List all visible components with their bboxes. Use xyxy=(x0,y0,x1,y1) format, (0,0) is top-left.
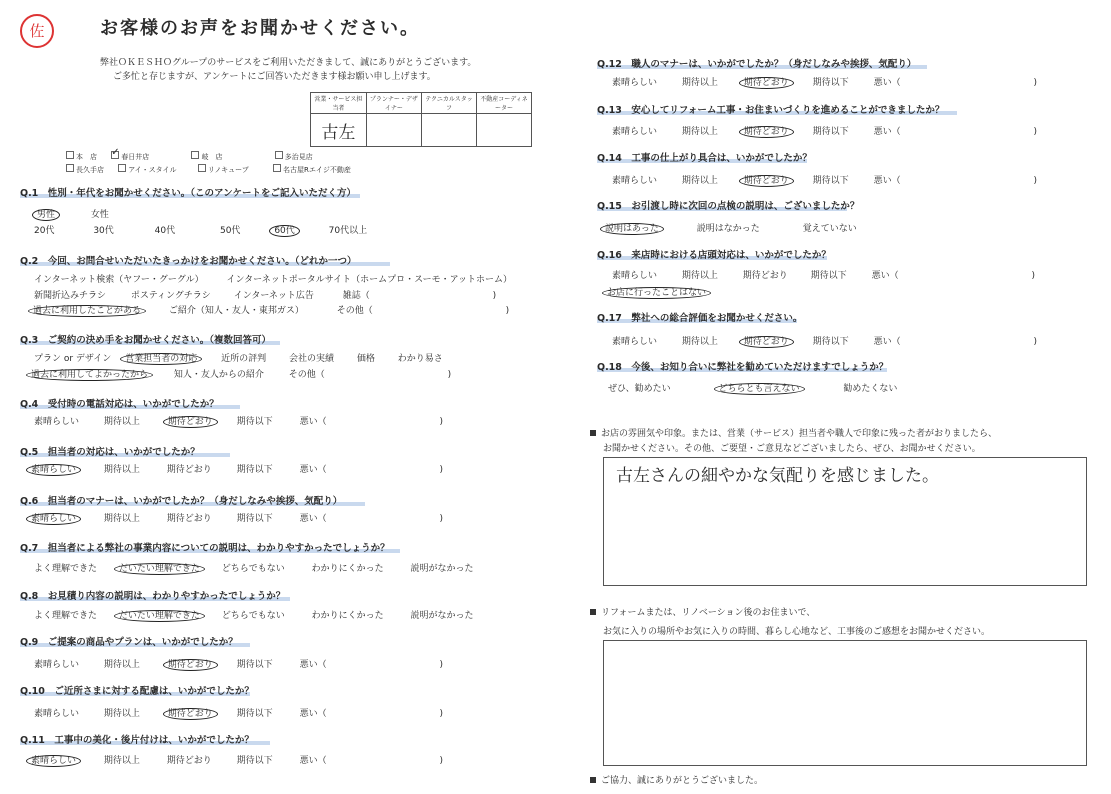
q6-label: Q.6 担当者のマナーは、いかがでしたか？（身だしなみや挨拶、気配り） xyxy=(20,496,343,507)
q3-option[interactable]: 過去に利用してよかったから xyxy=(26,369,153,381)
q16-option[interactable]: 素晴らしい xyxy=(612,271,658,281)
q1-age[interactable]: 30代 xyxy=(93,226,114,236)
q3-option[interactable]: わかり易さ xyxy=(397,354,443,364)
q14-option[interactable]: 期待どおり xyxy=(739,175,794,187)
q1-age[interactable]: 20代 xyxy=(34,226,55,236)
q8-label: Q.8 お見積り内容の説明は、わかりやすかったでしょうか？ xyxy=(20,591,286,602)
paren-close: ) xyxy=(492,291,497,301)
q15-option[interactable]: 説明はなかった xyxy=(696,224,760,234)
q11-option[interactable]: 素晴らしい xyxy=(26,755,81,767)
intro-line-1: 弊社ＯＫＥＳＨＯグループのサービスをご利用いただきまして、誠にありがとうございます。 xyxy=(100,58,477,68)
q2-label: Q.2 今回、お問合せいただいたきっかけをお聞かせください。（どれか一つ） xyxy=(20,256,357,267)
q15-option[interactable]: 説明はあった xyxy=(600,223,664,235)
q4-label: Q.4 受付時の電話対応は、いかがでしたか？ xyxy=(20,399,219,410)
q5-label: Q.5 担当者の対応は、いかがでしたか？ xyxy=(20,447,200,458)
comment2-prompt-2: お気に入りの場所やお気に入りの時間、暮らし心地など、工事後のご感想をお聞かせください。 xyxy=(603,627,991,637)
q9-option[interactable]: 悪い（ xyxy=(299,660,327,670)
staff-header-technical: テクニカルスタッフ xyxy=(422,93,477,114)
store-option[interactable]: ✓ 春日井店 xyxy=(111,147,150,161)
q3-option[interactable]: プラン or デザイン xyxy=(34,354,112,364)
q15-label: Q.15 お引渡し時に次回の点検の説明は、ございましたか？ xyxy=(597,201,860,212)
q4-option[interactable]: 期待以下 xyxy=(236,417,273,427)
paren-close: ) xyxy=(439,514,443,524)
q6-option[interactable]: 期待どおり xyxy=(166,514,212,524)
q14-label: Q.14 工事の仕上がり具合は、いかがでしたか？ xyxy=(597,153,812,164)
q17-option[interactable]: 期待以上 xyxy=(681,337,718,347)
q6-option[interactable]: 悪い（ xyxy=(299,514,327,524)
paren-close: ) xyxy=(439,660,443,670)
comment1-prompt-2: お聞かせください。その他、ご要望・ご意見などございましたら、ぜひ、お聞かせください。 xyxy=(603,444,981,454)
q17-label: Q.17 弊社への総合評価をお聞かせください。 xyxy=(597,313,803,324)
q2-option[interactable]: 雑誌（ xyxy=(342,291,370,301)
q7-label: Q.7 担当者による弊社の事業内容についての説明は、わかりやすかったでしょうか？ xyxy=(20,543,390,554)
q9-option[interactable]: 期待以下 xyxy=(236,660,273,670)
staff-header-sales: 営業・サービス担当者 xyxy=(311,93,367,114)
comment1-prompt-1: お店の雰囲気や印象。または、営業（サービス）担当者や職人で印象に残った者がおりましたら、 xyxy=(590,426,997,439)
q7-option[interactable]: 説明がなかった xyxy=(410,564,474,574)
q18-option[interactable]: ぜひ、勧めたい xyxy=(608,384,671,394)
staff-cell[interactable] xyxy=(366,114,421,147)
q1-age[interactable]: 50代 xyxy=(219,226,241,236)
paren-close: ) xyxy=(439,417,443,427)
q3-label: Q.3 ご契約の決め手をお聞かせください。（複数回答可） xyxy=(20,335,272,346)
q1-label: Q.1 性別・年代をお聞かせください。（このアンケートをご記入いただく方） xyxy=(20,188,356,199)
q2-option[interactable]: 過去に利用したことがある xyxy=(28,305,146,317)
q8-option[interactable]: わかりにくかった xyxy=(311,611,384,621)
q4-option[interactable]: 悪い（ xyxy=(299,417,327,427)
q14-option[interactable]: 期待以上 xyxy=(681,176,718,186)
staff-header-planner: プランナー・デザイナー xyxy=(366,93,421,114)
staff-table xyxy=(310,92,532,147)
q5-option[interactable]: 期待以下 xyxy=(236,465,273,475)
q8-option[interactable]: だいたい理解できた xyxy=(114,610,205,622)
q17-option[interactable]: 期待どおり xyxy=(739,336,794,348)
store-option[interactable]: リノキューブ xyxy=(198,166,249,174)
q10-option[interactable]: 素晴らしい xyxy=(34,709,80,719)
store-option[interactable]: アイ・スタイル xyxy=(118,166,176,174)
q5-option[interactable]: 期待どおり xyxy=(166,465,212,475)
q9-label: Q.9 ご提案の商品やプランは、いかがでしたか？ xyxy=(20,637,238,648)
q7-option[interactable]: どちらでもない xyxy=(221,564,285,574)
paren-close: ) xyxy=(1033,127,1037,137)
q13-option[interactable]: 期待以上 xyxy=(681,127,718,137)
q1-option[interactable]: 女性 xyxy=(90,210,109,220)
q13-option[interactable]: 悪い（ xyxy=(873,127,901,137)
q14-option[interactable]: 期待以下 xyxy=(812,176,849,186)
paren-close: ) xyxy=(1031,271,1035,281)
q11-option[interactable]: 期待どおり xyxy=(166,756,212,766)
q8-option[interactable]: どちらでもない xyxy=(221,611,285,621)
q5-option[interactable]: 期待以上 xyxy=(103,465,140,475)
company-seal: 佐 xyxy=(20,14,54,48)
store-option[interactable]: 岐 店 xyxy=(191,153,222,161)
q16-option[interactable]: 期待どおり xyxy=(742,271,788,281)
q12-option[interactable]: 悪い（ xyxy=(873,78,901,88)
q6-option[interactable]: 期待以上 xyxy=(103,514,140,524)
q5-option[interactable]: 悪い（ xyxy=(299,465,327,475)
store-option[interactable]: 長久手店 xyxy=(66,166,104,174)
q17-option[interactable]: 素晴らしい xyxy=(612,337,658,347)
paren-close: ) xyxy=(1033,176,1037,186)
q2-option[interactable]: 新聞折込みチラシ xyxy=(34,291,107,301)
comment1-box[interactable] xyxy=(603,457,1087,586)
store-option[interactable]: 名古屋Rエイジ不動産 xyxy=(273,166,351,174)
q1-age[interactable]: 70代以上 xyxy=(328,226,368,236)
q4-option[interactable]: 素晴らしい xyxy=(34,417,80,427)
q7-option[interactable]: だいたい理解できた xyxy=(114,563,205,575)
store-option[interactable]: 本 店 xyxy=(66,153,97,161)
q12-option[interactable]: 期待以下 xyxy=(812,78,849,88)
staff-name[interactable]: 古左 xyxy=(311,114,367,147)
q10-option[interactable]: 期待以上 xyxy=(103,709,140,719)
q2-option[interactable]: ご紹介（知人・友人・東邦ガス） xyxy=(168,306,304,316)
paren-close: ) xyxy=(1033,78,1037,88)
q14-option[interactable]: 悪い（ xyxy=(873,176,901,186)
q11-option[interactable]: 期待以下 xyxy=(236,756,273,766)
q3-option[interactable]: 会社の実績 xyxy=(288,354,334,364)
q18-option[interactable]: 勧めたくない xyxy=(843,384,898,394)
comment2-prompt-1: リフォームまたは、リノベーション後のお住まいで、 xyxy=(590,605,815,618)
paren-close: ) xyxy=(505,306,510,316)
q12-option[interactable]: 期待以上 xyxy=(681,78,718,88)
q18-label: Q.18 今後、お知り合いに弊社を勧めていただけますでしょうか？ xyxy=(597,362,889,373)
q11-label: Q.11 工事中の美化・後片付けは、いかがでしたか？ xyxy=(20,735,254,746)
q8-option[interactable]: よく理解できた xyxy=(34,611,98,621)
q3-option[interactable]: 価格 xyxy=(356,354,375,364)
q1-age[interactable]: 60代 xyxy=(269,225,299,237)
q9-option[interactable]: 期待どおり xyxy=(163,659,218,671)
q1-age[interactable]: 40代 xyxy=(154,226,176,236)
q17-option[interactable]: 悪い（ xyxy=(873,337,901,347)
staff-cell[interactable] xyxy=(476,114,531,147)
q16-option[interactable]: 期待以下 xyxy=(810,271,847,281)
paren-close: ) xyxy=(447,370,452,380)
comment1-answer: 古左さんの細やかな気配りを感じました。 xyxy=(616,466,939,486)
q8-option[interactable]: 説明がなかった xyxy=(410,611,474,621)
q1-option[interactable]: 男性 xyxy=(32,209,60,221)
q10-option[interactable]: 期待どおり xyxy=(163,708,218,720)
q7-option[interactable]: わかりにくかった xyxy=(311,564,384,574)
q11-option[interactable]: 悪い（ xyxy=(299,756,327,766)
q16-label: Q.16 来店時における店頭対応は、いかがでしたか？ xyxy=(597,250,831,261)
q6-option[interactable]: 期待以下 xyxy=(236,514,273,524)
page-title: お客様のお声をお聞かせください。 xyxy=(100,18,420,39)
q12-label: Q.12 職人のマナーは、いかがでしたか？（身だしなみや挨拶、気配り） xyxy=(597,59,917,70)
q12-option[interactable]: 素晴らしい xyxy=(612,78,658,88)
q15-option[interactable]: 覚えていない xyxy=(802,224,857,234)
paren-close: ) xyxy=(439,756,443,766)
q6-option[interactable]: 素晴らしい xyxy=(26,513,81,525)
q2-option[interactable]: インターネット検索（ヤフー・グーグル） xyxy=(34,275,204,285)
q13-option[interactable]: 期待以下 xyxy=(812,127,849,137)
q17-option[interactable]: 期待以下 xyxy=(812,337,849,347)
q7-option[interactable]: よく理解できた xyxy=(34,564,98,574)
staff-header-realestate: 不動産コーディネーター xyxy=(476,93,531,114)
q3-option[interactable]: 営業担当者の対応 xyxy=(120,353,202,365)
q3-option[interactable]: その他（ xyxy=(288,370,325,380)
footer-thanks: ご協力、誠にありがとうございました。 xyxy=(590,773,763,786)
paren-close: ) xyxy=(439,709,443,719)
paren-close: ) xyxy=(439,465,443,475)
q13-option[interactable]: 素晴らしい xyxy=(612,127,658,137)
q3-option[interactable]: 知人・友人からの紹介 xyxy=(173,370,264,380)
q2-option[interactable]: その他（ xyxy=(336,306,373,316)
intro-line-2: ご多忙と存じますが、アンケートにご回答いただきます様お願い申し上げます。 xyxy=(113,72,436,82)
q16-option[interactable]: お店に行ったことはない xyxy=(602,287,711,299)
q16-option[interactable]: 悪い（ xyxy=(871,271,899,281)
comment2-box[interactable] xyxy=(603,640,1087,766)
q9-option[interactable]: 素晴らしい xyxy=(34,660,80,670)
q18-option[interactable]: どちらとも言えない xyxy=(714,383,805,395)
staff-cell[interactable] xyxy=(422,114,477,147)
q5-option[interactable]: 素晴らしい xyxy=(26,464,81,476)
paren-close: ) xyxy=(1033,337,1037,347)
q3-option[interactable]: 近所の評判 xyxy=(221,354,267,364)
q9-option[interactable]: 期待以上 xyxy=(103,660,140,670)
store-checklist xyxy=(66,147,351,177)
q13-label: Q.13 安心してリフォーム工事・お住まいづくりを進めることができましたか？ xyxy=(597,105,945,116)
q4-option[interactable]: 期待以上 xyxy=(103,417,140,427)
q10-option[interactable]: 悪い（ xyxy=(299,709,327,719)
q2-option[interactable]: ポスティングチラシ xyxy=(130,291,211,301)
store-option[interactable]: 多治見店 xyxy=(275,153,313,161)
q12-option[interactable]: 期待どおり xyxy=(739,77,794,89)
q13-option[interactable]: 期待どおり xyxy=(739,126,794,138)
q10-label: Q.10 ご近所さまに対する配慮は、いかがでしたか？ xyxy=(20,686,254,697)
q10-option[interactable]: 期待以下 xyxy=(236,709,273,719)
q16-option[interactable]: 期待以上 xyxy=(681,271,718,281)
q14-option[interactable]: 素晴らしい xyxy=(612,176,658,186)
q2-option[interactable]: インターネット広告 xyxy=(233,291,314,301)
q4-option[interactable]: 期待どおり xyxy=(163,416,218,428)
q11-option[interactable]: 期待以上 xyxy=(103,756,140,766)
q2-option[interactable]: インターネットポータルサイト（ホームプロ・スーモ・アットホーム） xyxy=(226,275,513,285)
